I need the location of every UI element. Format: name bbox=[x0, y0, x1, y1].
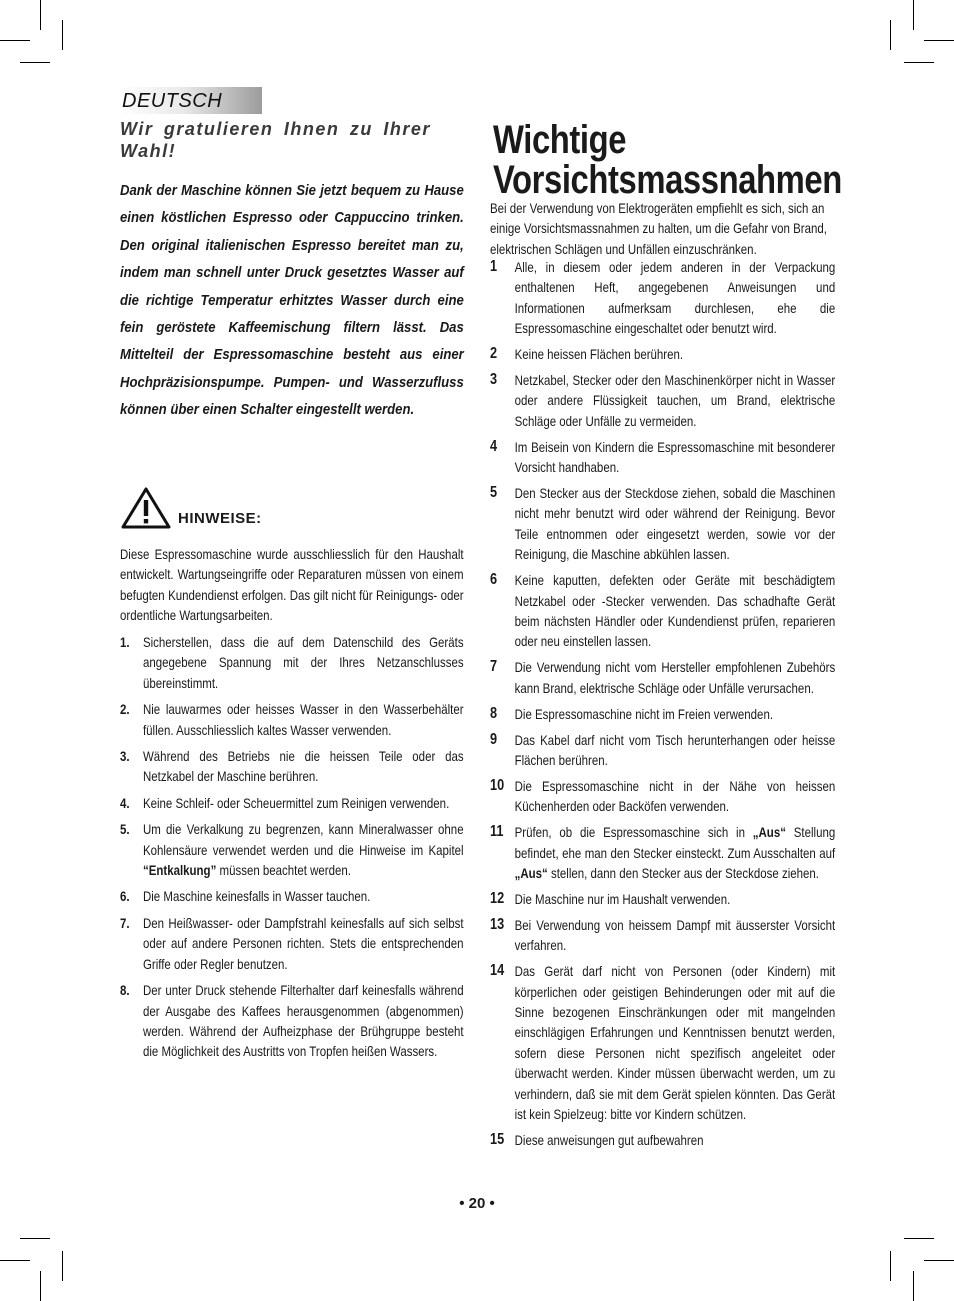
list-item bbox=[120, 819, 464, 880]
crop-mark bbox=[890, 1251, 891, 1281]
notice-list bbox=[120, 632, 464, 1068]
list-item-text bbox=[515, 822, 836, 883]
list-item bbox=[120, 980, 464, 1062]
list-item bbox=[490, 257, 835, 339]
list-item bbox=[490, 483, 835, 565]
list-item-text: Das Gerät darf nicht von Personen (oder Kindern) mit körperlichen oder geistigen Behinderungen oder mit auf die Sinne bezogenen Einschränkungen oder mit mangelnden einschlägigen Erfahrungen und Kenntnissen benutzt werden, sofern diese Personen nicht spezifisch angeleitet oder überwacht werden. Kinder müssen überwacht werden, um zu verhindern, daß sie mit dem Gerät spielen könnten. Das Gerät ist kein Spielzeug: bitte vor Kindern schützen. bbox=[514, 963, 836, 1122]
list-item-text: Keine kaputten, defekten oder Geräte mit beschädigtem Netzkabel oder -Stecker verwenden. Das schadhafte Gerät beim nächsten Händler oder Kundendienst prüfen, reparieren oder neu einstellen lassen. bbox=[514, 572, 836, 650]
congratulations-heading: Wir gratulieren Ihnen zu Ihrer Wahl! bbox=[120, 119, 431, 161]
list-item-number: 3 bbox=[490, 371, 498, 389]
list-item bbox=[490, 657, 835, 698]
list-item-number: 14 bbox=[490, 962, 505, 980]
language-tab bbox=[120, 87, 262, 114]
list-item-number: 4 bbox=[490, 437, 498, 455]
list-item-text-part: Prüfen, ob die Espressomaschine sich in bbox=[514, 824, 753, 841]
list-item bbox=[490, 961, 835, 1124]
list-item-text: Keine heissen Flächen berühren. bbox=[514, 346, 684, 363]
list-item-number: 13 bbox=[490, 915, 505, 933]
warning-icon bbox=[120, 486, 172, 530]
list-item-text: Bei Verwendung von heissem Dampf mit äusserster Vorsicht verfahren. bbox=[514, 916, 836, 954]
list-item bbox=[490, 889, 835, 909]
list-item bbox=[120, 632, 464, 693]
list-item bbox=[490, 915, 835, 956]
language-label: DEUTSCH bbox=[122, 90, 223, 112]
list-item-number: 5 bbox=[490, 484, 498, 502]
list-item bbox=[490, 776, 835, 817]
safety-list bbox=[490, 257, 835, 1156]
list-item-number: 11 bbox=[490, 823, 504, 841]
list-item-text: Die Verwendung nicht vom Hersteller empfohlenen Zubehörs kann Brand, elektrische Schläge oder Unfälle verursachen. bbox=[514, 659, 836, 696]
crop-mark bbox=[890, 20, 891, 50]
notice-heading bbox=[120, 486, 464, 532]
list-item-text: Das Kabel darf nicht vom Tisch herunterhangen oder heisse Flächen berühren. bbox=[514, 731, 836, 768]
crop-mark bbox=[0, 1260, 30, 1261]
list-item bbox=[120, 699, 464, 740]
list-item-number: 12 bbox=[490, 889, 505, 907]
list-item-text: Die Maschine nur im Haushalt verwenden. bbox=[514, 890, 731, 907]
list-item-number: 10 bbox=[490, 776, 505, 794]
list-item-text: Die Espressomaschine nicht in der Nähe von heissen Küchenherden oder Backöfen verwenden. bbox=[514, 777, 836, 815]
list-item-number: 2 bbox=[490, 345, 498, 363]
crop-mark bbox=[913, 0, 914, 30]
list-item-text: Diese anweisungen gut aufbewahren bbox=[514, 1131, 704, 1148]
list-item-text-part: Stellung befindet, ehe man den Stecker einsteckt. Zum Ausschalten auf bbox=[514, 824, 836, 861]
list-item-number: 5. bbox=[120, 821, 130, 838]
list-item bbox=[490, 437, 835, 478]
list-item-number: 7. bbox=[120, 914, 130, 931]
crop-mark bbox=[20, 62, 50, 63]
list-item-text-part: stellen, dann den Stecker aus der Steckdose ziehen. bbox=[547, 864, 819, 881]
list-item-number: 3. bbox=[120, 748, 130, 765]
list-item bbox=[490, 344, 835, 364]
list-item bbox=[120, 886, 464, 906]
list-item-number: 1. bbox=[120, 634, 130, 650]
list-item-text: Den Stecker aus der Steckdose ziehen, sobald die Maschinen nicht mehr benutzt wird oder während der Reinigung. Bevor Teile entnommen oder eingesetzt werden, sowie vor der Reinigung, die Maschine abkühlen lassen. bbox=[514, 485, 836, 563]
list-item-text: Keine Schleif- oder Scheuermittel zum Reinigen verwenden. bbox=[142, 794, 450, 811]
list-item-text: Nie lauwarmes oder heisses Wasser in den Wasserbehälter füllen. Ausschliesslich kaltes Wasser verwenden. bbox=[142, 701, 464, 738]
list-item-number: 4. bbox=[120, 794, 130, 811]
list-item bbox=[120, 746, 464, 787]
page-number: • 20 • bbox=[459, 1195, 495, 1212]
list-item-number: 8. bbox=[120, 982, 130, 999]
page-title: Wichtige Vorsichtsmassnahmen bbox=[493, 118, 842, 202]
list-item-number: 7 bbox=[490, 658, 498, 676]
list-item-text: Sicherstellen, dass die auf dem Datenschild des Geräts angegebene Spannung mit der Ihres Netzanschlusses übereinstimmt. bbox=[142, 634, 464, 691]
list-item bbox=[120, 793, 464, 813]
safety-intro: Bei der Verwendung von Elektrogeräten empfiehlt es sich, sich an einige Vorsichtsmassnahmen zu halten, um die Gefahr von Brand, elektrischen Schlägen und Unfällen einzuschränken. bbox=[490, 200, 827, 257]
list-item bbox=[490, 1130, 835, 1150]
crop-mark bbox=[0, 40, 30, 41]
notice-paragraph: Diese Espressomaschine wurde ausschliesslich für den Haushalt entwickelt. Wartungseingriffe oder Reparaturen müssen von einem befugten Kundendienst erfolgen. Das gilt nicht für Reinigungs- oder ordentliche Wartungsarbeiten. bbox=[120, 546, 464, 624]
crop-mark bbox=[904, 62, 934, 63]
crop-mark bbox=[20, 1238, 50, 1239]
list-item-number: 1 bbox=[490, 258, 498, 275]
emphasis-text: “Entkalkung” bbox=[142, 862, 217, 879]
list-item-number: 9 bbox=[490, 730, 498, 748]
list-item-text: Während des Betriebs nie die heissen Teile oder das Netzkabel der Maschine berühren. bbox=[142, 748, 464, 785]
crop-mark bbox=[913, 1271, 914, 1301]
list-item-text: Den Heißwasser- oder Dampfstrahl keinesfalls auf sich selbst oder auf andere Personen richten. Stets die entsprechenden Griffe oder Regler benutzen. bbox=[142, 914, 464, 972]
crop-mark bbox=[62, 20, 63, 50]
crop-mark bbox=[62, 1251, 63, 1281]
list-item-number: 2. bbox=[120, 701, 130, 718]
crop-mark bbox=[924, 1260, 954, 1261]
crop-mark bbox=[904, 1238, 934, 1239]
list-item bbox=[490, 822, 835, 883]
list-item bbox=[120, 913, 464, 974]
notice-title: HINWEISE: bbox=[178, 510, 262, 527]
intro-paragraph: Dank der Maschine können Sie jetzt bequem zu Hause einen köstlichen Espresso oder Cappuccino trinken. Den original italienischen Espresso bereitet man zu, indem man schnell unter Druck gesetztes Wasser auf die richtige Temperatur erhitztes Wasser durch eine fein geröstete Kaffeemischung filtern lässt. Das Mittelteil der Espressomaschine besteht aus einer Hochpräzisionspumpe. Pumpen- und Wasserzufluss können über einen Schalter eingestellt werden. bbox=[120, 183, 464, 419]
list-item-number: 6. bbox=[120, 888, 130, 905]
list-item-number: 8 bbox=[490, 704, 498, 722]
list-item-text-part: Um die Verkalkung zu begrenzen, kann Mineralwasser ohne Kohlensäure verwendet werden und die Hinweise im Kapitel bbox=[142, 821, 464, 858]
list-item bbox=[490, 570, 835, 652]
list-item-text: Die Espressomaschine nicht im Freien verwenden. bbox=[514, 705, 774, 722]
crop-mark bbox=[40, 1271, 41, 1301]
list-item-text: Die Maschine keinesfalls in Wasser tauchen. bbox=[142, 888, 371, 905]
list-item-text-part: müssen beachtet werden. bbox=[216, 862, 351, 879]
list-item-text bbox=[143, 819, 464, 880]
list-item-text: Der unter Druck stehende Filterhalter darf keinesfalls während der Ausgabe des Kaffees herausgenommen (abgenommen) werden. Während der Aufheizphase der Brühgruppe besteht die Möglichkeit des Austritts von Tropfen heißen Wassers. bbox=[142, 982, 464, 1060]
crop-mark bbox=[40, 0, 41, 30]
list-item-number: 15 bbox=[490, 1130, 505, 1148]
list-item-text: Alle, in diesem oder jedem anderen in der Verpackung enthaltenen Heft, angegebenen Anweisungen und Informationen aufmerksam durchlesen, ehe die Espressomaschine eingeschaltet oder benutzt wird. bbox=[514, 259, 836, 337]
list-item bbox=[490, 370, 835, 431]
list-item bbox=[490, 704, 835, 724]
list-item bbox=[490, 730, 835, 771]
list-item-text: Im Beisein von Kindern die Espressomaschine mit besonderer Vorsicht handhaben. bbox=[514, 438, 836, 476]
emphasis-text: „Aus“ bbox=[752, 824, 786, 841]
emphasis-text: „Aus“ bbox=[514, 864, 548, 881]
crop-mark bbox=[924, 40, 954, 41]
list-item-number: 6 bbox=[490, 571, 498, 589]
list-item-text: Netzkabel, Stecker oder den Maschinenkörper nicht in Wasser oder andere Flüssigkeit tauchen, um Brand, elektrische Schläge oder Unfälle zu vermeiden. bbox=[514, 372, 836, 429]
